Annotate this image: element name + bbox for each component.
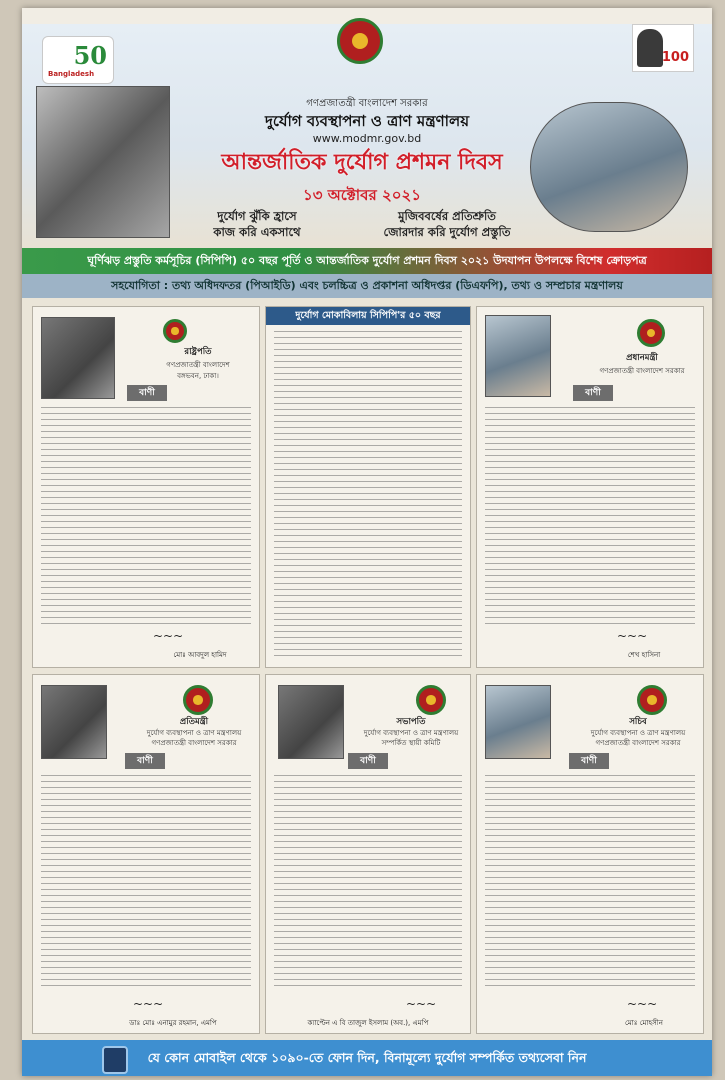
chairman-committee: সম্পর্কিত স্থায়ী কমিটি xyxy=(381,739,441,747)
bani-label: বাণী xyxy=(569,753,609,769)
prime-minister-name: শেখ হাসিনা xyxy=(627,651,661,659)
article-heading: দুর্যোগ মোকাবিলায় সিপিপি'র ৫০ বছর xyxy=(266,307,470,325)
ministry-website: www.modmr.gov.bd xyxy=(312,132,422,145)
secretary-org: গণপ্রজাতন্ত্রী বাংলাদেশ সরকার xyxy=(595,739,681,747)
president-signature: ~~~ xyxy=(153,629,184,643)
president-photo xyxy=(41,317,115,399)
president-location: বঙ্গভবন, ঢাকা। xyxy=(177,372,219,380)
secretary-photo xyxy=(485,685,551,759)
prime-minister-signature: ~~~ xyxy=(617,629,648,643)
newspaper-page xyxy=(22,8,712,1076)
logo-number: 50 xyxy=(73,41,107,70)
president-name: মোঃ আবদুল হামিদ xyxy=(173,651,227,659)
prime-minister-subtitle: গণপ্রজাতন্ত্রী বাংলাদেশ সরকার xyxy=(599,367,685,375)
mobile-phone-icon xyxy=(102,1046,128,1074)
secretary-subtitle: দুর্যোগ ব্যবস্থাপনা ও ত্রাণ মন্ত্রণালয় xyxy=(590,729,686,737)
slogan-left-line1: দুর্যোগ ঝুঁকি হ্রাসে xyxy=(217,209,297,223)
message-body-text xyxy=(41,775,251,991)
president-message xyxy=(32,306,260,668)
mujib-50-logo xyxy=(42,36,114,84)
secretary-title: সচিব xyxy=(629,717,647,727)
supplement-headline: ঘূর্ণিঝড় প্রস্তুতি কর্মসূচির (সিপিপি) ৫০ বছর পূর্তি ও আন্তর্জাতিক দুর্যোগ প্রশমন দিবস ২০২১ উদযাপন উপলক্ষে বিশেষ ক্রোড়পত্র xyxy=(22,248,712,274)
state-minister-name: ডাঃ মোঃ এনামুর রহমান, এমপি xyxy=(129,1019,217,1027)
prime-minister-portrait xyxy=(485,315,551,397)
state-minister-message xyxy=(32,674,260,1034)
committee-seal-icon xyxy=(416,685,446,715)
secretary-message xyxy=(476,674,704,1034)
slogan-right xyxy=(357,208,537,240)
government-seal-icon xyxy=(637,685,667,715)
cpp-article xyxy=(265,306,471,668)
bani-label: বাণী xyxy=(125,753,165,769)
state-minister-org: গণপ্রজাতন্ত্রী বাংলাদেশ সরকার xyxy=(151,739,237,747)
message-body-text xyxy=(485,775,695,991)
secretary-signature: ~~~ xyxy=(627,997,658,1011)
chairman-signature: ~~~ xyxy=(406,997,437,1011)
chairman-message xyxy=(265,674,471,1034)
chairman-title: সভাপতি xyxy=(396,717,426,727)
chairman-photo xyxy=(278,685,344,759)
government-line: গণপ্রজাতন্ত্রী বাংলাদেশ সরকার xyxy=(306,98,428,109)
slogan-left xyxy=(172,208,342,240)
message-body-text xyxy=(274,775,462,991)
state-minister-title: প্রতিমন্ত্রী xyxy=(179,717,209,727)
state-minister-photo xyxy=(41,685,107,759)
event-date: ১৩ অক্টোবর ২০২১ xyxy=(303,186,421,204)
helpline-text: যে কোন মোবাইল থেকে ১০৯০-তে ফোন দিন, বিনামূল্যে দুর্যোগ সম্পর্কিত তথ্যসেবা নিন xyxy=(147,1050,587,1065)
message-body-text xyxy=(41,407,251,625)
government-seal-icon xyxy=(637,319,665,347)
logo-label: Bangladesh xyxy=(48,70,95,78)
government-seal-icon xyxy=(337,18,383,64)
president-title: রাষ্ট্রপতি xyxy=(184,347,212,357)
ministry-name: দুর্যোগ ব্যবস্থাপনা ও ত্রাণ মন্ত্রণালয় xyxy=(264,112,470,130)
message-body-text xyxy=(485,407,695,625)
logo-number: 100 xyxy=(661,50,689,65)
chairman-subtitle: দুর্যোগ ব্যবস্থাপনা ও ত্রাণ মন্ত্রণালয় xyxy=(363,729,459,737)
slogan-right-line1: মুজিববর্ষের প্রতিশ্রুতি xyxy=(398,209,496,223)
bismillah-emblem-icon xyxy=(163,319,187,343)
mujib-100-logo xyxy=(632,24,694,72)
president-subtitle: গণপ্রজাতন্ত্রী বাংলাদেশ xyxy=(166,361,230,369)
bani-label: বাণী xyxy=(573,385,613,401)
bani-label: বাণী xyxy=(127,385,167,401)
chairman-name: ক্যাপ্টেন এ বি তাজুল ইসলাম (অব.), এমপি xyxy=(307,1019,429,1027)
prime-minister-title: প্রধানমন্ত্রী xyxy=(626,353,658,363)
state-minister-signature: ~~~ xyxy=(133,997,164,1011)
government-seal-icon xyxy=(183,685,213,715)
portrait-icon xyxy=(637,29,663,67)
page-title: আন্তর্জাতিক দুর্যোগ প্রশমন দিবস xyxy=(221,150,503,175)
prime-minister-message xyxy=(476,306,704,668)
secretary-name: মোঃ মোহসীন xyxy=(625,1019,663,1027)
helpline-footer xyxy=(22,1040,712,1076)
bani-label: বাণী xyxy=(348,753,388,769)
slogan-left-line2: কাজ করি একসাথে xyxy=(213,225,301,239)
cooperation-line: সহযোগিতা : তথ্য অধিদফতর (পিআইডি) এবং চলচ্চিত্র ও প্রকাশনা অধিদপ্তর (ডিএফপি), তথ্য ও সম্প্রচার মন্ত্রণালয় xyxy=(22,274,712,298)
slogan-right-line2: জোরদার করি দুর্যোগ প্রস্তুতি xyxy=(383,225,511,239)
article-body-text xyxy=(274,331,462,657)
state-minister-subtitle: দুর্যোগ ব্যবস্থাপনা ও ত্রাণ মন্ত্রণালয় xyxy=(146,729,242,737)
